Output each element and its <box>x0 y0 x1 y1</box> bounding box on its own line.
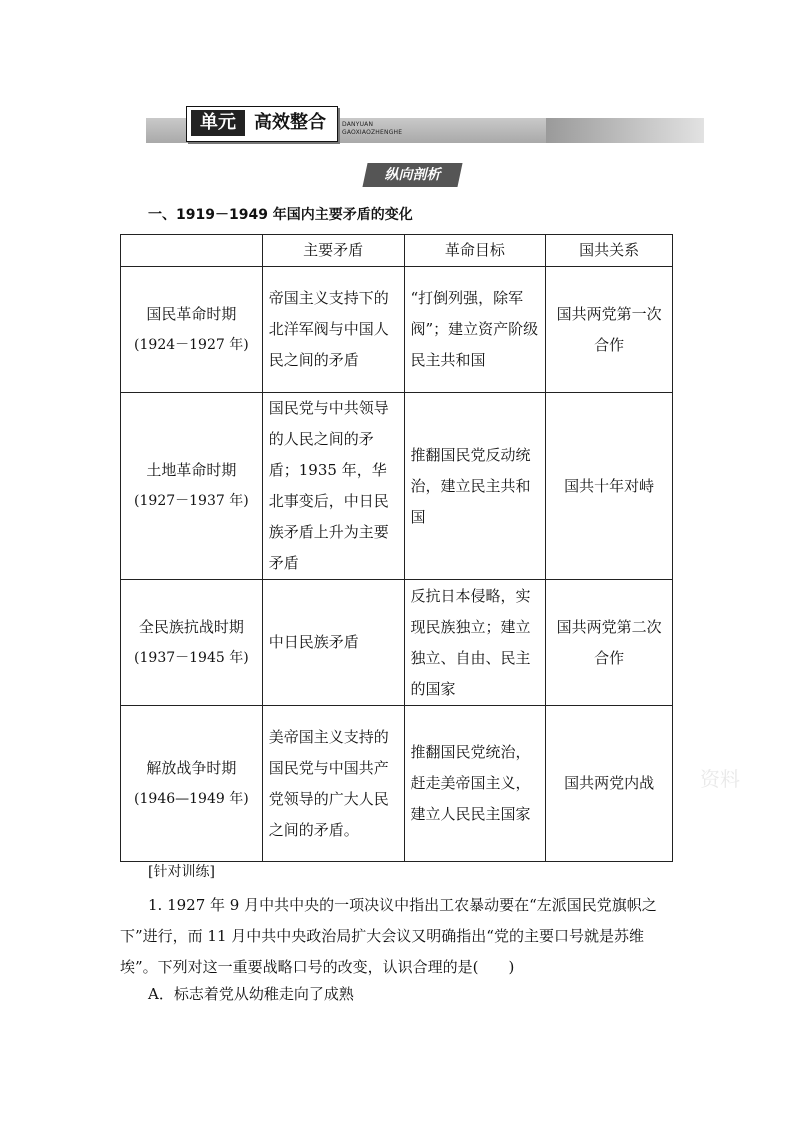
header-cell-contradiction: 主要矛盾 <box>262 235 404 267</box>
question-text: 1. 1927 年 9 月中共中央的一项决议中指出工农暴动要在“左派国民党旗帜之下”进行，而 11 月中共中央政治局扩大会议又明确指出“党的主要口号就是苏维埃”。下列对这一重要战略口号的改变，认识合理的是( ) <box>120 896 657 976</box>
header-cell-relation: 国共关系 <box>546 235 673 267</box>
unit-badge-light: 高效整合 <box>254 112 326 133</box>
header-cell-goal: 革命目标 <box>404 235 546 267</box>
contradiction-cell: 帝国主义支持下的北洋军阀与中国人民之间的矛盾 <box>262 267 404 393</box>
period-name: 全民族抗战时期 <box>138 617 244 636</box>
period-cell <box>121 267 263 393</box>
period-cell <box>121 393 263 580</box>
pinyin-line-1: DANYUAN <box>342 121 374 128</box>
contradiction-table <box>120 234 673 862</box>
table-row <box>121 580 673 706</box>
relation-cell: 国共两党第二次合作 <box>546 580 673 706</box>
unit-badge-dark: 单元 <box>191 110 245 136</box>
goal-cell: 反抗日本侵略，实现民族独立；建立独立、自由、民主的国家 <box>404 580 546 706</box>
contradiction-cell: 国民党与中共领导的人民之间的矛盾；1935 年，华北事变后，中日民族矛盾上升为主要矛盾 <box>262 393 404 580</box>
subheading-text: 纵向剖析 <box>384 167 441 183</box>
table-row <box>121 267 673 393</box>
contradiction-cell: 美帝国主义支持的国民党与中国共产党领导的广大人民之间的矛盾。 <box>262 706 404 862</box>
goal-cell: 推翻国民党反动统治，建立民主共和国 <box>404 393 546 580</box>
watermark: 资料 <box>700 767 740 791</box>
banner-fade <box>546 118 704 143</box>
period-cell <box>121 580 263 706</box>
pinyin-caption <box>342 121 402 137</box>
table-row <box>121 706 673 862</box>
section-title: 一、1919－1949 年国内主要矛盾的变化 <box>148 207 413 223</box>
pinyin-line-2: GAOXIAOZHENGHE <box>342 129 403 136</box>
period-years: (1946—1949 年) <box>134 790 249 807</box>
contradiction-cell: 中日民族矛盾 <box>262 580 404 706</box>
goal-cell: 推翻国民党统治，赶走美帝国主义，建立人民民主国家 <box>404 706 546 862</box>
period-name: 土地革命时期 <box>146 461 237 479</box>
period-name: 解放战争时期 <box>146 758 237 777</box>
option-a: A．标志着党从幼稚走向了成熟 <box>148 985 354 1003</box>
period-name: 国民革命时期 <box>146 304 237 323</box>
unit-badge <box>186 106 338 142</box>
period-years: (1937－1945 年) <box>134 649 249 666</box>
goal-cell: “打倒列强，除军阀”；建立资产阶级民主共和国 <box>404 267 546 393</box>
header-cell-empty <box>121 235 263 267</box>
period-years: (1924－1927 年) <box>134 336 249 353</box>
relation-cell: 国共两党内战 <box>546 706 673 862</box>
relation-cell: 国共两党第一次合作 <box>546 267 673 393</box>
period-years: (1927－1937 年) <box>134 493 249 509</box>
table-header-row <box>121 235 673 267</box>
period-cell <box>121 706 263 862</box>
table-row <box>121 393 673 580</box>
exercise-label: [针对训练] <box>148 864 215 880</box>
relation-cell: 国共十年对峙 <box>546 393 673 580</box>
